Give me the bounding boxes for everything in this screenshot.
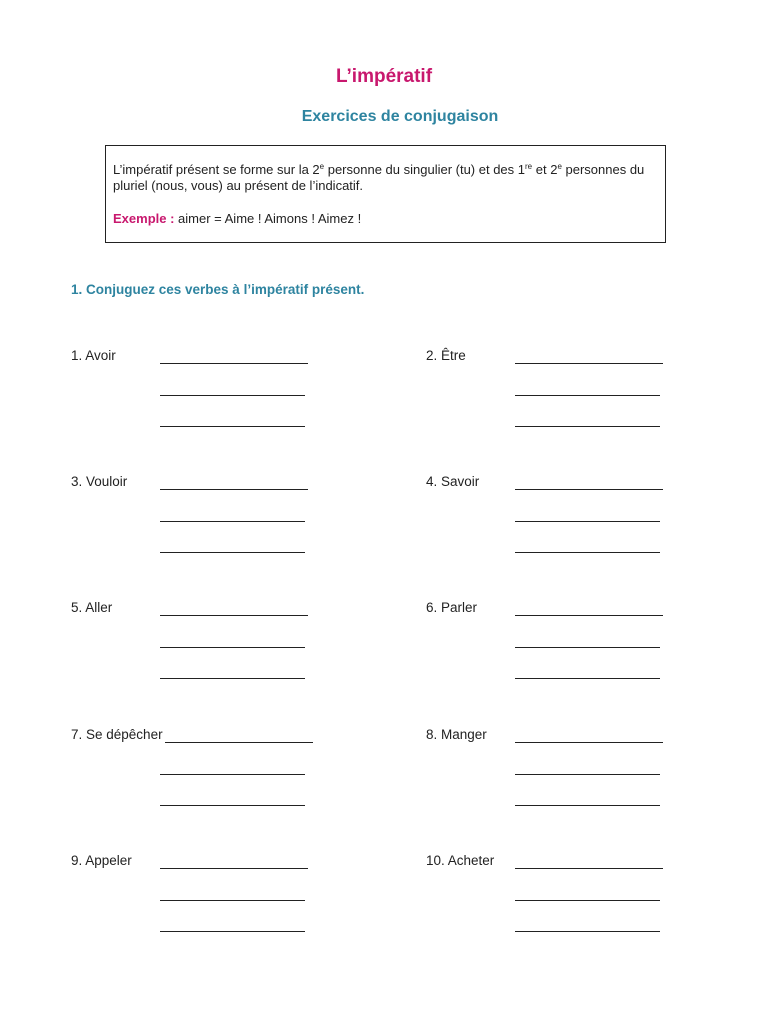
answer-blank[interactable] <box>515 805 660 806</box>
example-label: Exemple : <box>113 211 175 226</box>
rule-text-part: personne du singulier (tu) et des 1 <box>324 162 526 177</box>
rule-text-part: personnes du pluriel (nous, vous) au présent de l’indicatif. <box>113 162 645 193</box>
answer-blank[interactable] <box>160 426 305 427</box>
answer-blank[interactable] <box>160 868 308 869</box>
answer-blank[interactable] <box>160 900 305 901</box>
answer-blank[interactable] <box>515 900 660 901</box>
verb-label: 7. Se dépêcher <box>71 727 163 742</box>
answer-blank[interactable] <box>160 805 305 806</box>
rule-text <box>113 162 663 194</box>
answer-blank[interactable] <box>515 552 660 553</box>
answer-blank[interactable] <box>160 395 305 396</box>
answer-blank[interactable] <box>515 868 663 869</box>
answer-blank[interactable] <box>160 931 305 932</box>
rule-superscript: e <box>319 162 325 171</box>
answer-blank[interactable] <box>160 647 305 648</box>
rule-superscript: re <box>525 162 533 171</box>
answer-blank[interactable] <box>515 521 660 522</box>
answer-blank[interactable] <box>160 521 305 522</box>
verb-label: 2. Être <box>426 348 466 363</box>
verb-label: 9. Appeler <box>71 853 132 868</box>
answer-blank[interactable] <box>515 931 660 932</box>
answer-blank[interactable] <box>515 615 663 616</box>
answer-blank[interactable] <box>165 742 313 743</box>
answer-blank[interactable] <box>515 489 663 490</box>
exercise-heading: 1. Conjuguez ces verbes à l’impératif présent. <box>71 282 365 297</box>
answer-blank[interactable] <box>515 774 660 775</box>
verb-label: 4. Savoir <box>426 474 480 489</box>
verb-label: 5. Aller <box>71 600 113 615</box>
rule-box <box>105 145 666 243</box>
answer-blank[interactable] <box>160 552 305 553</box>
example-text: aimer = Aime ! Aimons ! Aimez ! <box>174 211 362 226</box>
answer-blank[interactable] <box>160 615 308 616</box>
verb-label: 6. Parler <box>426 600 478 615</box>
verb-label: 3. Vouloir <box>71 474 128 489</box>
rule-text-part: L’impératif présent se forme sur la 2 <box>113 162 320 177</box>
example-line <box>113 211 361 227</box>
answer-blank[interactable] <box>515 363 663 364</box>
verb-label: 1. Avoir <box>71 348 116 363</box>
answer-blank[interactable] <box>160 363 308 364</box>
answer-blank[interactable] <box>160 774 305 775</box>
answer-blank[interactable] <box>515 647 660 648</box>
page-subtitle: Exercices de conjugaison <box>301 108 499 125</box>
answer-blank[interactable] <box>515 395 660 396</box>
answer-blank[interactable] <box>515 678 660 679</box>
answer-blank[interactable] <box>160 678 305 679</box>
verb-label: 8. Manger <box>426 727 487 742</box>
answer-blank[interactable] <box>160 489 308 490</box>
verb-label: 10. Acheter <box>426 853 495 868</box>
answer-blank[interactable] <box>515 742 663 743</box>
rule-superscript: e <box>557 162 562 171</box>
page-title: L’impératif <box>335 66 433 87</box>
rule-text-part: et 2 <box>532 162 558 177</box>
answer-blank[interactable] <box>515 426 660 427</box>
